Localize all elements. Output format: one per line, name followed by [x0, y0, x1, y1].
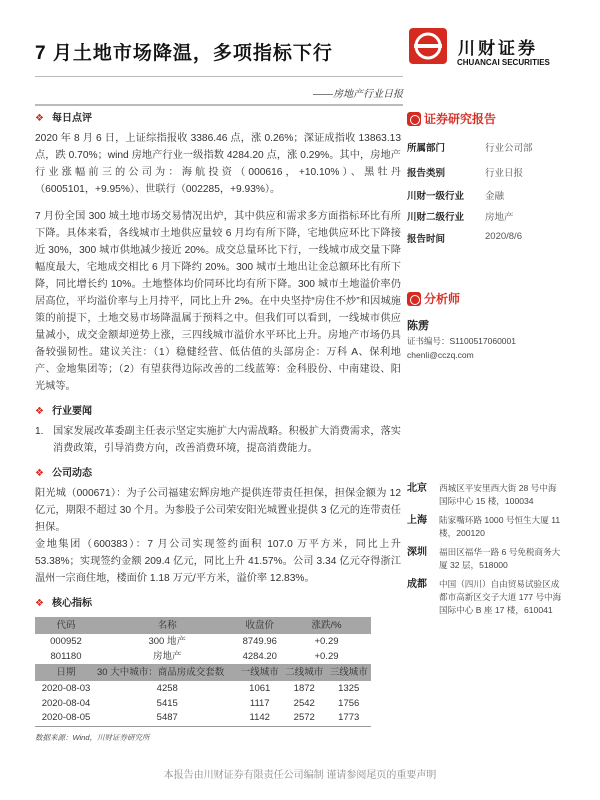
city: 深圳 [407, 547, 427, 558]
info-key: 报告类别 [407, 168, 446, 179]
address-shenzhen [407, 546, 567, 572]
item-text: 国家发展改革委副主任表示坚定实施扩大内需战略。积极扩大消费需求，落实消费政策，引导消费方向，改善消费环境，提高消费能力。 [53, 426, 401, 454]
address-text: 陆家嘴环路 1000 号恒生大厦 11 楼，200120 [439, 515, 561, 538]
heading-text: 证券研究报告 [424, 112, 497, 126]
info-row [407, 165, 523, 179]
heading-text: 核心指标 [51, 598, 92, 609]
cell: 1117 [249, 697, 270, 709]
divider [35, 104, 403, 106]
diamond-icon: ❖ [35, 406, 44, 417]
section-daily-heading [35, 112, 401, 126]
table-row [35, 634, 371, 649]
info-value: 行业日报 [485, 168, 524, 179]
address-text: 中国（四川）自由贸易试验区成都市高新区交子大道 177 号中海国际中心 B 座 17 楼，610041 [439, 579, 562, 615]
address-list [407, 482, 567, 617]
report-subtitle: ——房地产行业日报 [313, 89, 403, 100]
logo-icon [409, 28, 447, 64]
cell: 4258 [156, 682, 178, 694]
analyst-email[interactable]: chenli@cczq.com [407, 350, 474, 360]
cell: 300 地产 [148, 635, 186, 647]
header-cell: 三线城市 [326, 664, 371, 681]
info-key: 川财一级行业 [407, 191, 465, 202]
cell: 1773 [338, 712, 360, 724]
header-cell: 日期 [35, 664, 97, 681]
logo-mini-icon [407, 292, 421, 306]
report-title: 7 月土地市场降温，多项指标下行 [35, 43, 333, 64]
info-value: 金融 [485, 191, 505, 202]
report-heading [407, 110, 496, 127]
diamond-icon: ❖ [35, 598, 44, 609]
cell: 1061 [249, 682, 271, 694]
city: 北京 [407, 483, 427, 494]
address-text: 福田区福华一路 6 号免税商务大厦 32 层，518000 [439, 547, 561, 570]
cell: 房地产 [152, 650, 182, 662]
header-cell: 一线城市 [237, 664, 282, 681]
header-cell: 代码 [35, 617, 97, 634]
table-row [35, 696, 371, 711]
city: 成都 [407, 579, 427, 590]
analyst-heading [407, 290, 460, 307]
cell: 1756 [338, 697, 360, 709]
header-cell: 二线城市 [282, 664, 327, 681]
cell: 4284.20 [242, 650, 277, 662]
info-value: 房地产 [485, 212, 514, 223]
info-value: 2020/8/6 [485, 231, 522, 242]
heading-text: 公司动态 [51, 468, 92, 479]
cell: 5415 [156, 697, 178, 709]
cell: 2020-08-03 [41, 682, 91, 694]
section-company-heading [35, 467, 401, 481]
cell: 000952 [50, 635, 82, 647]
cell: +0.29 [314, 650, 339, 662]
info-key: 所属部门 [407, 143, 446, 154]
info-key: 川财二级行业 [407, 212, 465, 223]
cell: 2020-08-05 [41, 712, 91, 724]
city: 上海 [407, 515, 427, 526]
item-number: 1. [35, 426, 44, 437]
logo-text: 川财证券 [458, 39, 538, 58]
cell: 8749.96 [242, 635, 277, 647]
daily-paragraph-1: 2020 年 8 月 6 日，上证综指报收 3386.46 点，涨 0.26%；深证成指收 13863.13 点，跌 0.70%；wind 房地产行业一级指数 4284.20 点，涨 0.29%。其中，房地产行业涨幅前三的公司为：海航投资（000616，+10.10%）、黑牡丹（6005101，+9.95%）、世联行（002285，+9.93%）。 [35, 133, 401, 195]
cell: 2542 [293, 697, 315, 709]
logo-mini-icon [407, 112, 421, 126]
info-row [407, 231, 522, 245]
analyst-name: 陈雳 [407, 320, 429, 332]
info-key: 报告时间 [407, 234, 446, 245]
heading-text: 分析师 [424, 292, 461, 306]
divider [35, 76, 403, 77]
table-row [35, 711, 371, 726]
info-value: 行业公司部 [485, 143, 533, 154]
cell: 801180 [50, 650, 82, 662]
header-cell: 名称 [97, 617, 237, 634]
daily-paragraph-2: 7 月份全国 300 城土地市场交易情况出炉，其中供应和需求多方面指标环比有所下降。具体来看，各线城市土地供应量较 6 月均有所下降，宅地供应环比下降接近 30%，300 城市供地减少接近 20%。成交总量环比下行，一线城市成交量下降幅度最大，宅地成交相比 6 月下降约 20%。300 城市土地出让金总额环比有所下降，同比增长约 10%。土地整体均价同环比均有所下降。300 城市土地溢价率仍居高位，平均溢价率与上月持平，同比上升 2%。在中央坚持“房住不炒”和因城施策的前提下，土地交易市场降温属于预料之中。但我们可以看到，一线城市供应量减小，成交金额却逆势上涨，三四线城市溢价水平环比上升。房地产市场仍具备较强韧性。建议关注：（1）稳健经营、低估值的头部房企：万科 A、保利地产、金地集团等；（2）有望获得边际改善的二线蓝筹：金科股份、中南建设、阳光城等。 [35, 211, 401, 392]
cell: 1872 [293, 682, 315, 694]
cell: 5487 [156, 712, 178, 724]
heading-text: 行业要闻 [51, 406, 92, 417]
table-row [35, 649, 371, 664]
address-text: 西城区平安里西大街 28 号中海国际中心 15 楼，100034 [439, 483, 557, 506]
diamond-icon: ❖ [35, 468, 44, 479]
data-source: 数据来源：Wind，川财证券研究所 [35, 732, 150, 742]
table-header [35, 664, 371, 681]
heading-text: 每日点评 [51, 113, 92, 124]
table-header [35, 617, 371, 634]
cell: 1142 [249, 712, 270, 724]
address-beijing [407, 482, 567, 508]
info-row [407, 188, 504, 202]
company-paragraph-1: 阳光城（000671）：为子公司福建宏辉房地产提供连带责任担保，担保金额为 12 亿元，期限不超过 30 个月。为参股子公司荣安阳光城置业提供 3 亿元的连带责任担保。 [35, 488, 401, 533]
header-cell: 收盘价 [237, 617, 282, 634]
address-chengdu [407, 578, 567, 617]
header-cell: 30 大中城市：商品房成交套数 [97, 664, 237, 681]
cell: 2572 [293, 712, 315, 724]
section-news-heading [35, 405, 401, 419]
info-row [407, 209, 514, 223]
company-paragraph-2: 金地集团（600383）：7 月公司实现签约面积 107.0 万平方米，同比上升 53.38%；实现签约金额 209.4 亿元，同比上升 41.57%。公司 3.34 亿元夺得浙江温州一宗商住地，楼面价 1.18 万元/平方米，溢价率 12.83%。 [35, 539, 401, 584]
footer-disclaimer: 本报告由川财证券有限责任公司编制 谨请参阅尾页的重要声明 [163, 770, 437, 781]
cell: 1325 [338, 682, 360, 694]
news-item [35, 423, 401, 457]
section-core-heading [35, 597, 401, 611]
address-shanghai [407, 514, 567, 540]
header-cell: 涨跌/% [282, 617, 371, 634]
cell: +0.29 [314, 635, 339, 647]
table-row [35, 681, 371, 696]
logo-subtext: CHUANCAI SECURITIES [457, 58, 550, 67]
analyst-cert: 证书编号：S1100517060001 [407, 336, 516, 346]
diamond-icon: ❖ [35, 113, 44, 124]
cell: 2020-08-04 [41, 697, 91, 709]
info-row [407, 140, 533, 154]
main-column [35, 112, 401, 743]
core-indicators-table [35, 617, 401, 727]
